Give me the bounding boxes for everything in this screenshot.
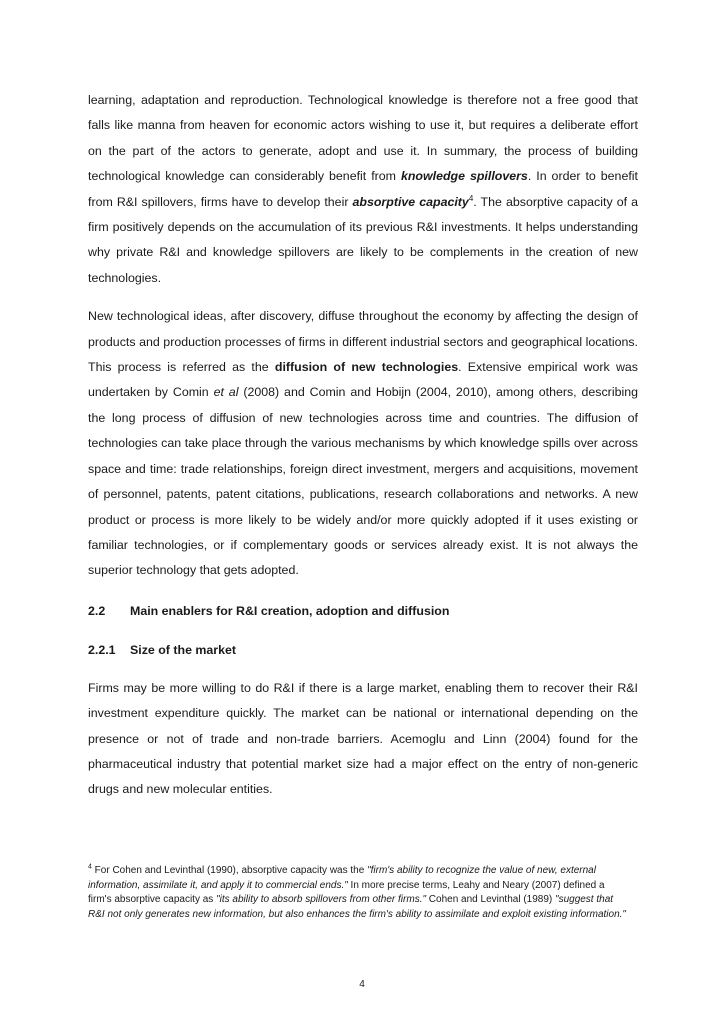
paragraph-knowledge-spillovers [88,88,638,291]
paragraph-market-size: Firms may be more willing to do R&I if there is a large market, enabling them to recover their R&I investment expenditure quickly. The market can be national or international depending on the presence or not of trade and non-trade barriers. Acemoglu and Linn (2004) found for the pharmaceutical industry that potential market size had a major effect on the entry of non-generic drugs and new molecular entities. [88,680,638,797]
text-run: New technological ideas, after discovery, diffuse throughout the economy by affecting the design of products and production processes of firms in different industrial sectors and geographical locations. This process is referred as the [88,309,638,375]
text-run: (2008) and Comin and Hobijn (2004, 2010), among others, describing the long process of diffusion of new technologies across time and countries. The diffusion of technologies can take place through the various mechanisms by which knowledge spills over across space and time: trade relationships, foreign direct investment, mergers and acquisitions, movement of personnel, patents, patent citations, publications, research collaborations and networks. A new product or process is more likely to be widely and/or more quickly adopted if it uses existing or familiar technologies, or if complementary goods or services already exist. It is not always the superior technology that gets adopted. [88,385,638,578]
term-absorptive-capacity: absorptive capacity [352,194,469,209]
page-body [88,88,638,803]
text-italic: et al [213,385,239,400]
text-run: . The absorptive capacity of a firm positively depends on the accumulation of its previous R&I investments. It helps understanding why private R&I and knowledge spillovers are likely to be complements in the creation of new technologies. [88,194,638,285]
section-title: Main enablers for R&I creation, adoption and diffusion [130,603,450,618]
text-run: . In order to benefit from R&I spillovers, firms have to develop their [88,169,638,209]
text-run: In more precise terms, Leahy and Neary (2007) defined a firm's absorptive capacity as [88,879,605,906]
text-run: For Cohen and Levinthal (1990), absorptive capacity was the [91,865,368,876]
subsection-number: 2.2.1 [88,642,116,657]
subsection-heading [88,640,638,660]
footnote-mark: 4 [88,863,92,871]
quote: "firm's ability to recognize the value of new, external information, assimilate it, and apply it to commercial ends." [88,865,596,891]
quote: "its ability to absorb spillovers from other firms." [216,894,427,906]
text-run: . Extensive empirical work was undertaken by Comin [88,360,638,400]
footnote [88,864,628,922]
footnote-reference[interactable]: 4 [468,193,474,203]
term-diffusion-of-new-technologies: diffusion of new technologies [274,360,459,375]
paragraph-diffusion [88,304,638,583]
text-run: learning, adaptation and reproduction. Technological knowledge is therefore not a free good that falls like manna from heaven for economic actors wishing to use it, but requires a deliberate effort on the part of the actors to generate, adopt and use it. In summary, the process of building technological knowledge can considerably benefit from [88,93,638,184]
page-number: 4 [359,979,365,990]
section-heading [88,601,638,621]
term-knowledge-spillovers: knowledge spillovers [400,169,528,184]
text-run: Cohen and Levinthal (1989) [426,894,556,906]
quote: "suggest that R&I not only generates new information, but also enhances the firm's ability to assimilate and exploit existing information." [88,894,626,920]
subsection-title: Size of the market [130,642,237,657]
section-number: 2.2 [88,603,106,618]
